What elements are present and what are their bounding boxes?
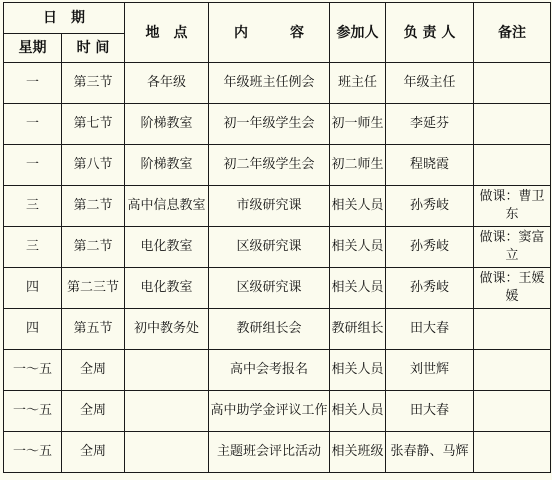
cell-location: 电化教室 [125, 227, 209, 268]
table-row [4, 186, 551, 227]
cell-location: 各年级 [125, 63, 209, 104]
cell-weekday: 一 [4, 104, 62, 145]
table-row [4, 309, 551, 350]
cell-participants: 相关人员 [330, 186, 386, 227]
header-participants: 参加人 [330, 3, 386, 63]
header-notes: 备注 [474, 3, 551, 63]
cell-weekday: 一～五 [4, 391, 62, 432]
cell-responsible: 刘世辉 [386, 350, 474, 391]
cell-content: 高中会考报名 [209, 350, 330, 391]
cell-content: 主题班会评比活动 [209, 432, 330, 473]
cell-notes: 做课：曹卫东 [474, 186, 551, 227]
header-time: 时 间 [62, 34, 125, 63]
cell-location: 阶梯教室 [125, 145, 209, 186]
cell-time: 第二节 [62, 186, 125, 227]
cell-location [125, 350, 209, 391]
cell-time: 全周 [62, 432, 125, 473]
cell-responsible: 田大春 [386, 391, 474, 432]
cell-time: 第七节 [62, 104, 125, 145]
table-row [4, 391, 551, 432]
cell-content: 初二年级学生会 [209, 145, 330, 186]
cell-location [125, 391, 209, 432]
cell-location: 高中信息教室 [125, 186, 209, 227]
cell-notes [474, 309, 551, 350]
cell-participants: 初二师生 [330, 145, 386, 186]
cell-location [125, 432, 209, 473]
cell-location: 阶梯教室 [125, 104, 209, 145]
cell-time: 第八节 [62, 145, 125, 186]
header-responsible: 负 责 人 [386, 3, 474, 63]
cell-location: 电化教室 [125, 268, 209, 309]
cell-weekday: 一～五 [4, 350, 62, 391]
header-content: 内 容 [209, 3, 330, 63]
cell-responsible: 孙秀岐 [386, 227, 474, 268]
cell-participants: 初一师生 [330, 104, 386, 145]
cell-participants: 相关人员 [330, 350, 386, 391]
cell-weekday: 四 [4, 268, 62, 309]
cell-participants: 教研组长 [330, 309, 386, 350]
cell-responsible: 李延芬 [386, 104, 474, 145]
cell-content: 市级研究课 [209, 186, 330, 227]
cell-responsible: 张春静、马辉 [386, 432, 474, 473]
cell-content: 教研组长会 [209, 309, 330, 350]
cell-weekday: 三 [4, 186, 62, 227]
cell-responsible: 年级主任 [386, 63, 474, 104]
cell-participants: 相关人员 [330, 268, 386, 309]
cell-time: 第二三节 [62, 268, 125, 309]
cell-participants: 班主任 [330, 63, 386, 104]
cell-notes: 做课：窦富立 [474, 227, 551, 268]
cell-time: 全周 [62, 350, 125, 391]
cell-participants: 相关人员 [330, 227, 386, 268]
cell-notes [474, 391, 551, 432]
cell-time: 第五节 [62, 309, 125, 350]
table-row [4, 268, 551, 309]
cell-weekday: 一～五 [4, 432, 62, 473]
cell-location: 初中教务处 [125, 309, 209, 350]
cell-participants: 相关班级 [330, 432, 386, 473]
cell-time: 第二节 [62, 227, 125, 268]
cell-notes [474, 145, 551, 186]
cell-time: 全周 [62, 391, 125, 432]
cell-responsible: 孙秀岐 [386, 268, 474, 309]
header-date-group: 日 期 [4, 3, 125, 34]
cell-weekday: 一 [4, 63, 62, 104]
cell-time: 第三节 [62, 63, 125, 104]
cell-content: 区级研究课 [209, 227, 330, 268]
cell-participants: 相关人员 [330, 391, 386, 432]
table-row [4, 432, 551, 473]
header-weekday: 星期 [4, 34, 62, 63]
cell-responsible: 田大春 [386, 309, 474, 350]
cell-notes [474, 104, 551, 145]
cell-weekday: 一 [4, 145, 62, 186]
cell-notes [474, 432, 551, 473]
cell-weekday: 三 [4, 227, 62, 268]
cell-content: 区级研究课 [209, 268, 330, 309]
table-row [4, 63, 551, 104]
cell-notes [474, 350, 551, 391]
cell-content: 初一年级学生会 [209, 104, 330, 145]
table-row [4, 350, 551, 391]
weekly-schedule-table [3, 2, 551, 473]
table-row [4, 227, 551, 268]
cell-content: 年级班主任例会 [209, 63, 330, 104]
cell-content: 高中助学金评议工作 [209, 391, 330, 432]
cell-responsible: 程晓霞 [386, 145, 474, 186]
table-row [4, 104, 551, 145]
cell-responsible: 孙秀岐 [386, 186, 474, 227]
cell-notes [474, 63, 551, 104]
header-location: 地 点 [125, 3, 209, 63]
cell-weekday: 四 [4, 309, 62, 350]
header-row-top [4, 3, 551, 34]
cell-notes: 做课：王媛媛 [474, 268, 551, 309]
table-row [4, 145, 551, 186]
